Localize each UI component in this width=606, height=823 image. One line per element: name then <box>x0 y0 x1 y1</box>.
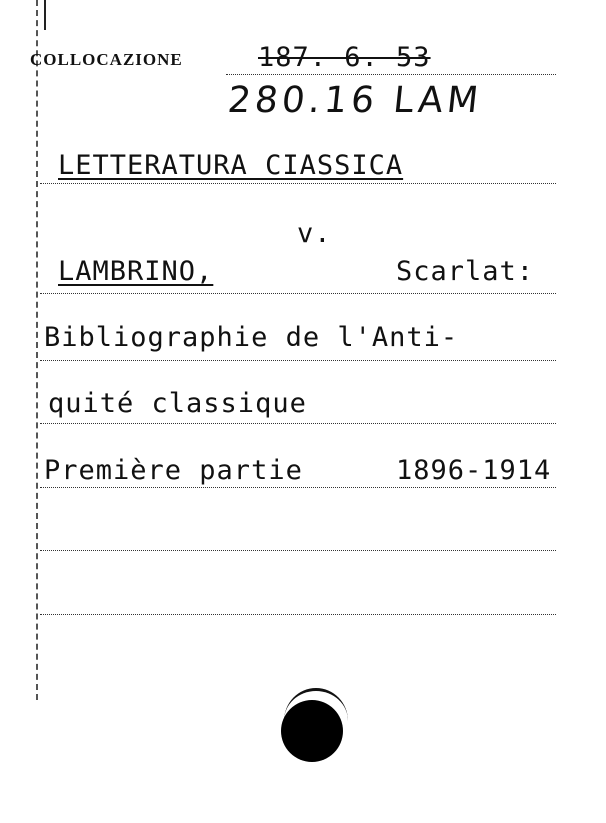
empty-rule-1 <box>40 550 556 551</box>
title-rule-2 <box>40 423 556 424</box>
title-line-1: Bibliographie de l'Anti- <box>44 322 459 353</box>
author-forename: Scarlat: <box>396 256 535 287</box>
card-left-border <box>36 0 38 700</box>
old-shelfmark: 187. 6. 53 <box>258 42 431 73</box>
punch-hole <box>281 700 343 762</box>
collocazione-rule <box>226 74 556 75</box>
card-top-tick <box>44 0 46 30</box>
new-shelfmark: 280.16 LAM <box>225 80 485 121</box>
part-label: Première partie <box>44 455 303 486</box>
title-line-2: quité classique <box>48 388 307 419</box>
empty-rule-2 <box>40 614 556 615</box>
years: 1896-1914 <box>396 455 552 486</box>
author-rule <box>40 293 556 294</box>
see-reference: v. <box>297 218 332 249</box>
collocazione-label: COLLOCAZIONE <box>30 50 183 69</box>
subject-rule <box>40 183 556 184</box>
part-rule <box>40 487 556 488</box>
author-surname: LAMBRINO, <box>58 256 214 287</box>
subject-heading: LETTERATURA CIASSICA <box>58 150 404 181</box>
title-rule-1 <box>40 360 556 361</box>
